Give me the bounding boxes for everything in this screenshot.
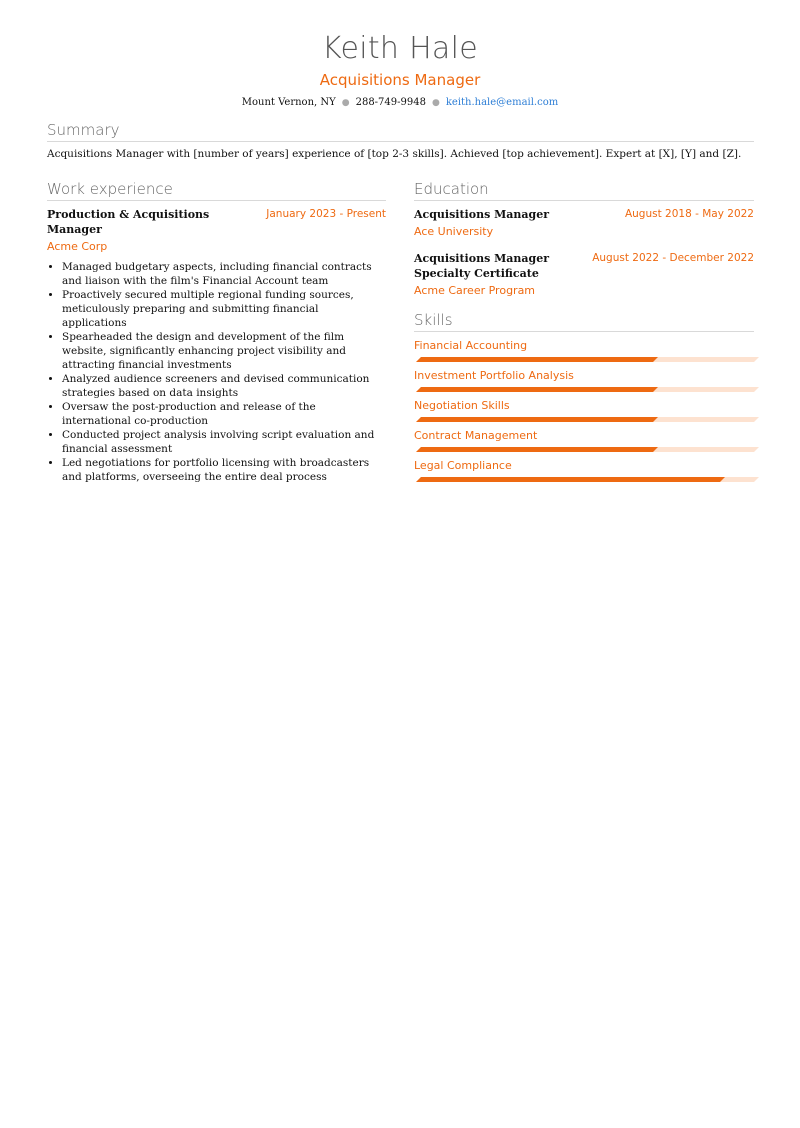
education-date: August 2018 - May 2022 [624, 208, 754, 220]
skill-item [414, 458, 754, 482]
skill-level-fill [416, 357, 658, 362]
education-heading: Education [414, 179, 754, 201]
candidate-name: Keith Hale [321, 31, 479, 66]
summary-heading: Summary [47, 120, 754, 142]
skill-level-fill [416, 417, 658, 422]
skill-level-bar [416, 477, 759, 482]
education-entry [414, 207, 754, 239]
skill-item [414, 368, 754, 392]
school-name: Ace University [414, 225, 494, 238]
right-column [414, 179, 754, 482]
education-entry [414, 251, 754, 298]
summary-section [47, 120, 754, 161]
list-item: • Led negotiations for portfolio licensing with broadcasters and platforms, overseeing the entire deal process [62, 456, 386, 484]
skill-name: Contract Management [414, 429, 538, 442]
job-title: Production & Acquisitions Manager [47, 208, 210, 236]
education-date: August 2022 - December 2022 [592, 252, 754, 264]
list-item: • Spearheaded the design and development of the film website, significantly enhancing project visibility and attracting financial investments [62, 330, 386, 372]
school-name: Acme Career Program [414, 284, 536, 297]
skill-name: Legal Compliance [414, 459, 512, 472]
skill-level-bar [416, 447, 759, 452]
skill-level-fill [416, 477, 725, 482]
skill-level-bar [416, 417, 759, 422]
skill-level-bar [416, 387, 759, 392]
skill-name: Investment Portfolio Analysis [414, 369, 574, 382]
skill-level-fill [416, 387, 658, 392]
work-experience-section [47, 179, 386, 484]
email-link[interactable]: keith.hale@email.com [445, 97, 559, 108]
list-item: • Conducted project analysis involving script evaluation and financial assessment [62, 428, 386, 456]
separator-dot-icon: ● [431, 98, 440, 108]
skill-item [414, 398, 754, 422]
work-entry [47, 207, 386, 484]
contact-line [0, 96, 800, 110]
resume-header [0, 30, 800, 110]
skill-item [414, 428, 754, 452]
degree-title: Acquisitions Manager Specialty Certificate [414, 252, 550, 280]
work-experience-heading: Work experience [47, 179, 386, 201]
separator-dot-icon: ● [341, 98, 350, 108]
degree-title: Acquisitions Manager [414, 208, 550, 221]
skill-item [414, 338, 754, 362]
skill-name: Negotiation Skills [414, 399, 510, 412]
list-item: • Proactively secured multiple regional funding sources, meticulously preparing and submitting financial applications [62, 288, 386, 330]
skill-level-fill [416, 447, 658, 452]
company-name: Acme Corp [47, 240, 108, 253]
location-text: Mount Vernon, NY [241, 97, 336, 108]
skills-heading: Skills [414, 310, 754, 332]
list-item: • Oversaw the post-production and release of the international co-production [62, 400, 386, 428]
phone-text: 288-749-9948 [355, 97, 426, 108]
education-section [414, 179, 754, 298]
summary-text: Acquisitions Manager with [number of years] experience of [top 2-3 skills]. Achieved [top achievement]. Expert at [X], [Y] and [Z]. [47, 148, 742, 160]
job-date: January 2023 - Present [266, 208, 386, 220]
candidate-title: Acquisitions Manager [319, 71, 481, 89]
skills-section [414, 310, 754, 482]
list-item: • Managed budgetary aspects, including financial contracts and liaison with the film's Financial Account team [62, 260, 386, 288]
list-item: • Analyzed audience screeners and devised communication strategies based on data insights [62, 372, 386, 400]
job-bullets [47, 260, 386, 484]
skill-name: Financial Accounting [414, 339, 528, 352]
skill-level-bar [416, 357, 759, 362]
